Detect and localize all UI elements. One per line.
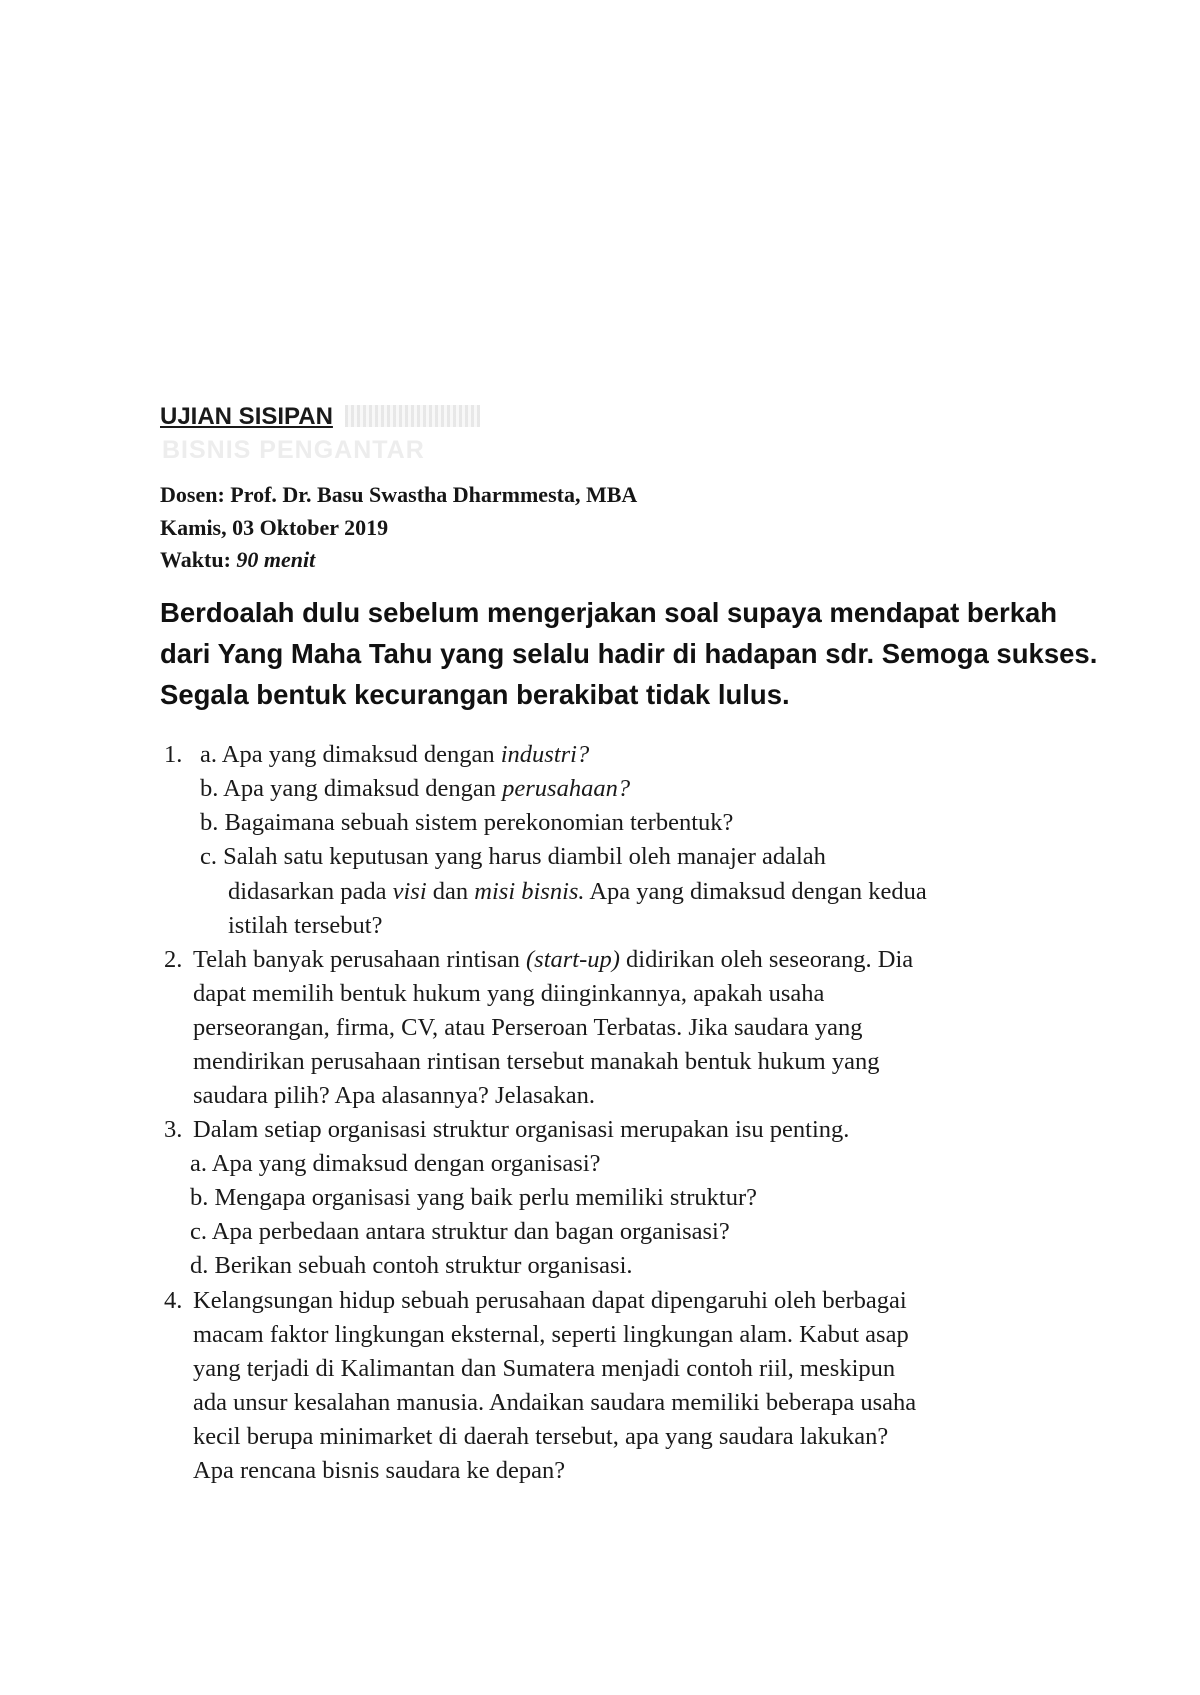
question-2-line-2: dapat memilih bentuk hukum yang diinginkannya, apakah usaha bbox=[193, 980, 825, 1007]
question-1c-line-3: istilah tersebut? bbox=[228, 912, 383, 939]
question-3-stem: Dalam setiap organisasi struktur organisasi merupakan isu penting. bbox=[193, 1116, 850, 1143]
exam-title: UJIAN SISIPAN bbox=[160, 403, 333, 430]
question-1b-second: b. Bagaimana sebuah sistem perekonomian terbentuk? bbox=[200, 809, 734, 836]
question-4-line-3: yang terjadi di Kalimantan dan Sumatera menjadi contoh riil, meskipun bbox=[193, 1355, 896, 1382]
question-4-line-5: kecil berupa minimarket di daerah tersebut, apa yang saudara lakukan? bbox=[193, 1423, 889, 1450]
exam-subtitle: BISNIS PENGANTAR bbox=[162, 436, 425, 464]
question-1c: c. Salah satu keputusan yang harus diambil oleh manajer adalah bbox=[200, 843, 826, 870]
question-2-line-1: Telah banyak perusahaan rintisan (start-up) didirikan oleh seseorang. Dia bbox=[193, 946, 914, 973]
lecturer-name: Prof. Dr. Basu Swastha Dharmmesta, MBA bbox=[230, 482, 638, 507]
question-1b: b. Apa yang dimaksud dengan perusahaan? bbox=[200, 775, 631, 802]
duration-value: 90 menit bbox=[236, 547, 316, 572]
question-2-line-3: perseorangan, firma, CV, atau Perseroan Terbatas. Jika saudara yang bbox=[193, 1014, 863, 1041]
duration-label: Waktu: bbox=[160, 547, 231, 572]
question-2-line-4: mendirikan perusahaan rintisan tersebut manakah bentuk hukum yang bbox=[193, 1048, 880, 1075]
lecturer-line bbox=[160, 482, 637, 508]
question-4-line-4: ada unsur kesalahan manusia. Andaikan saudara memiliki beberapa usaha bbox=[193, 1389, 917, 1416]
question-1-number: 1. bbox=[164, 741, 183, 768]
question-2-number: 2. bbox=[164, 946, 183, 973]
lecturer-label: Dosen: bbox=[160, 482, 225, 507]
question-4-line-2: macam faktor lingkungan eksternal, seperti lingkungan alam. Kabut asap bbox=[193, 1321, 909, 1348]
question-4-line-1: Kelangsungan hidup sebuah perusahaan dapat dipengaruhi oleh berbagai bbox=[193, 1287, 907, 1314]
question-4-line-6: Apa rencana bisnis saudara ke depan? bbox=[193, 1457, 566, 1484]
duration-line bbox=[160, 547, 315, 573]
exam-instructions: Berdoalah dulu sebelum mengerjakan soal supaya mendapat berkah dari Yang Maha Tahu yang selalu hadir di hadapan sdr. Semoga sukses. Segala bentuk kecurangan berakibat tidak lulus. bbox=[160, 597, 1098, 710]
question-3b: b. Mengapa organisasi yang baik perlu memiliki struktur? bbox=[190, 1184, 758, 1211]
question-3a: a. Apa yang dimaksud dengan organisasi? bbox=[190, 1150, 601, 1177]
exam-date: Kamis, 03 Oktober 2019 bbox=[160, 515, 389, 540]
question-4-number: 4. bbox=[164, 1287, 183, 1314]
question-3-number: 3. bbox=[164, 1116, 183, 1143]
question-3d: d. Berikan sebuah contoh struktur organisasi. bbox=[190, 1252, 633, 1279]
question-1a: a. Apa yang dimaksud dengan industri? bbox=[200, 741, 590, 768]
question-2-line-5: saudara pilih? Apa alasannya? Jelasakan. bbox=[193, 1082, 596, 1109]
scan-smudge bbox=[345, 405, 480, 427]
question-1c-line-2: didasarkan pada visi dan misi bisnis. Apa yang dimaksud dengan kedua bbox=[228, 878, 927, 905]
question-3c: c. Apa perbedaan antara struktur dan bagan organisasi? bbox=[190, 1218, 730, 1245]
